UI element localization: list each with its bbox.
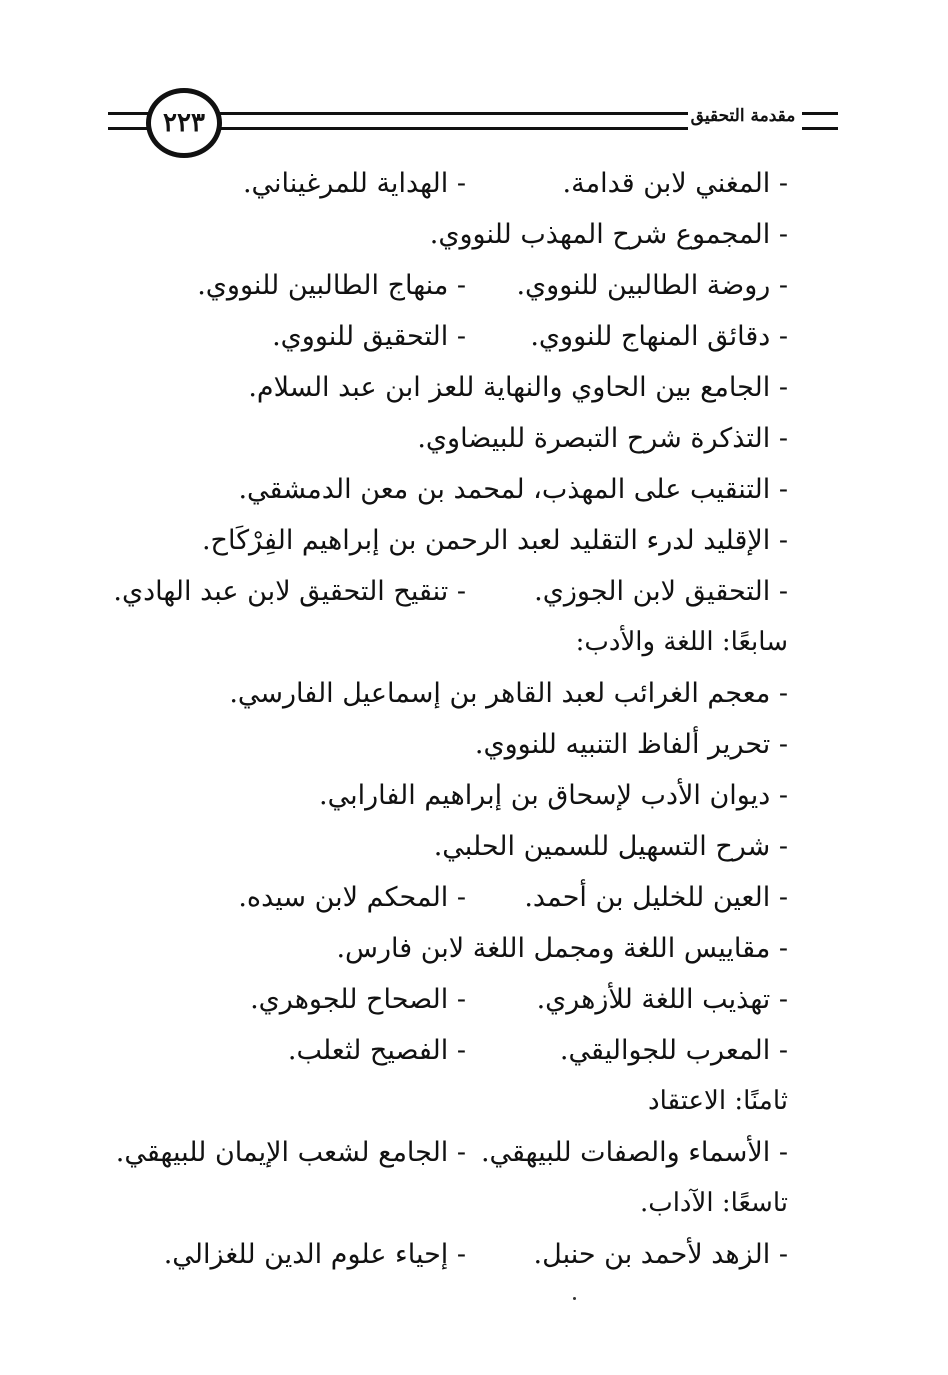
list-entry-first: - روضة الطالبين للنووي. (516, 270, 788, 301)
list-entry-second: - الجامع لشعب الإيمان للبيهقي. (115, 1137, 466, 1168)
running-head: مقدمة التحقيق (688, 102, 798, 130)
list-item (120, 209, 788, 260)
list-entry: - المجموع شرح المهذب للنووي. (429, 219, 788, 250)
list-entry-second: - الهداية للمرغيناني. (242, 168, 466, 199)
list-entry: - التذكرة شرح التبصرة للبيضاوي. (417, 423, 788, 454)
list-entry-first: - المغني لابن قدامة. (562, 168, 788, 199)
list-entry-first: - الزهد لأحمد بن حنبل. (533, 1239, 788, 1270)
list-item (120, 770, 788, 821)
list-item (120, 1025, 788, 1076)
list-entry: - شرح التسهيل للسمين الحلبي. (433, 831, 788, 862)
list-item (120, 515, 788, 566)
list-item (120, 872, 788, 923)
list-item (113, 566, 788, 617)
section-heading (120, 1178, 788, 1229)
list-entry-first: - التحقيق لابن الجوزي. (534, 576, 788, 607)
list-entry-second: - تنقيح التحقيق لابن عبد الهادي. (113, 576, 466, 607)
list-entry: - معجم الغرائب لعبد القاهر بن إسماعيل الفارسي. (229, 678, 788, 709)
list-entry: - مقاييس اللغة ومجمل اللغة لابن فارس. (336, 933, 788, 964)
list-entry-second: - منهاج الطالبين للنووي. (197, 270, 466, 301)
list-item (120, 311, 788, 362)
list-entry-second: - التحقيق للنووي. (272, 321, 466, 352)
list-item (120, 1229, 788, 1280)
list-entry: - التنقيب على المهذب، لمحمد بن معن الدمشقي. (238, 474, 788, 505)
list-item (120, 158, 788, 209)
section-heading-text: ثامنًا: الاعتقاد (648, 1086, 788, 1116)
list-entry: - الجامع بين الحاوي والنهاية للعز ابن عبد السلام. (248, 372, 788, 403)
list-item (120, 821, 788, 872)
section-heading (120, 617, 788, 668)
list-entry-second: - الفصيح لثعلب. (287, 1035, 466, 1066)
list-entry-second: - إحياء علوم الدين للغزالي. (163, 1239, 466, 1270)
list-item (120, 413, 788, 464)
list-item (120, 260, 788, 311)
list-item (120, 719, 788, 770)
list-entry-first: - دقائق المنهاج للنووي. (530, 321, 788, 352)
section-heading-text: سابعًا: اللغة والأدب: (575, 627, 788, 657)
list-entry-second: - المحكم لابن سيده. (238, 882, 466, 913)
list-item (120, 668, 788, 719)
list-entry-first: - المعرب للجواليقي. (559, 1035, 788, 1066)
section-heading-text: تاسعًا: الآداب. (639, 1188, 788, 1218)
list-entry: - تحرير ألفاظ التنبيه للنووي. (474, 729, 788, 760)
section-heading (120, 1076, 788, 1127)
list-item (120, 974, 788, 1025)
list-entry-second: - الصحاح للجوهري. (250, 984, 466, 1015)
list-item (120, 464, 788, 515)
list-item (120, 362, 788, 413)
list-entry-first: - العين للخليل بن أحمد. (524, 882, 788, 913)
list-entry: - الإقليد لدرء التقليد لعبد الرحمن بن إبراهيم الفِرْكَاح. (201, 525, 788, 556)
list-item (115, 1127, 788, 1178)
list-entry-first: - تهذيب اللغة للأزهري. (536, 984, 788, 1015)
header-rule-right (802, 112, 838, 130)
bibliography-list (113, 158, 788, 1280)
list-entry-first: - الأسماء والصفات للبيهقي. (480, 1137, 788, 1168)
list-item (120, 923, 788, 974)
page-header (108, 88, 838, 168)
page-number: ٢٢٣ (163, 108, 205, 138)
list-entry: - ديوان الأدب لإسحاق بن إبراهيم الفارابي. (319, 780, 788, 811)
footer-mark (573, 1297, 576, 1300)
page-number-badge (146, 88, 222, 158)
